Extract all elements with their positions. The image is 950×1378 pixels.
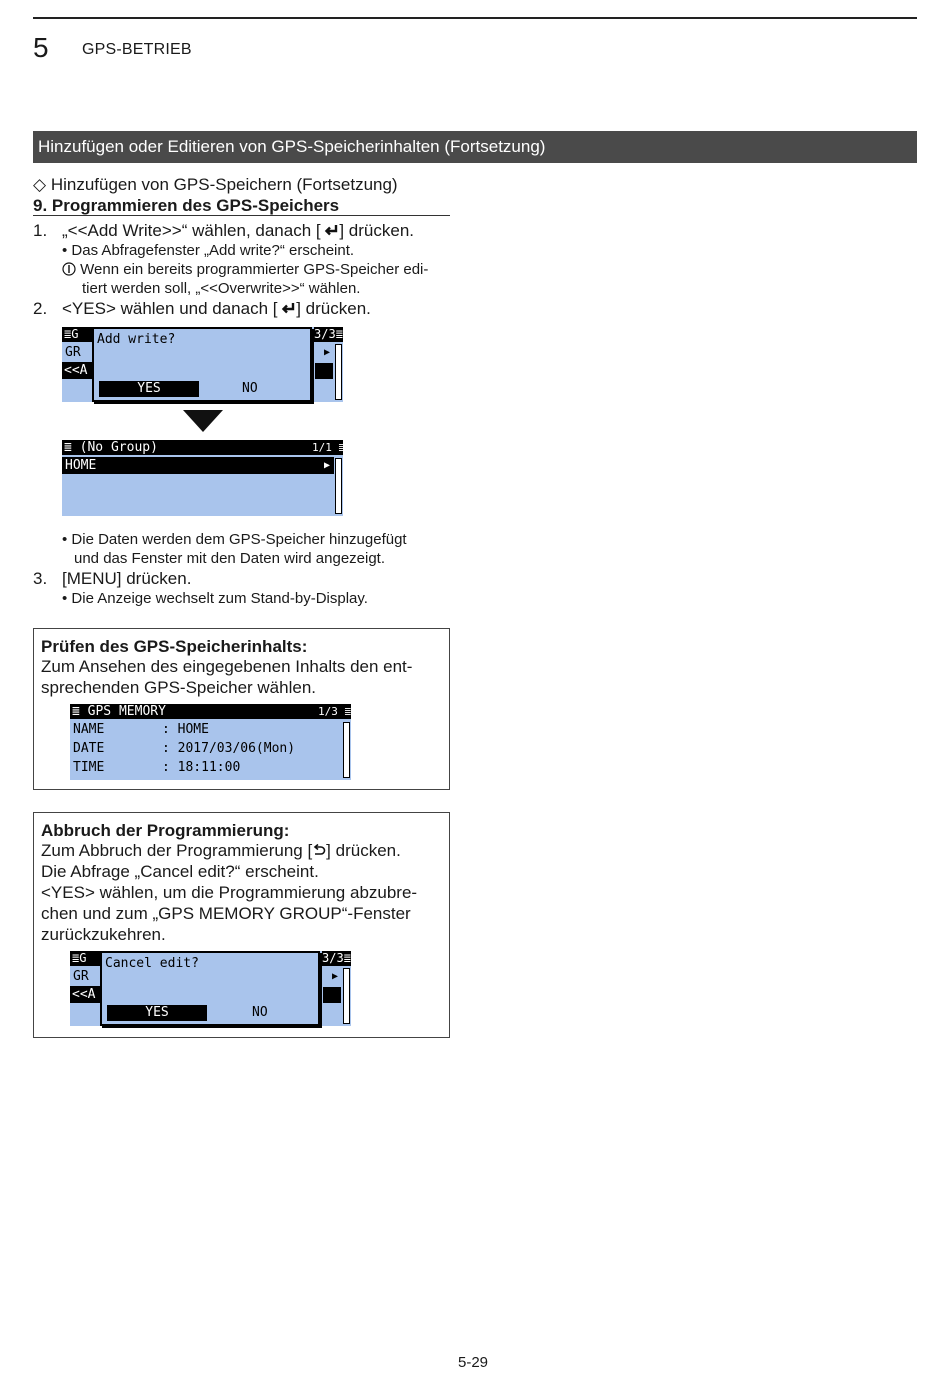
screen-counter: 3/3≣ [322,951,351,965]
info-box-cancel [33,812,450,1038]
row-value-time: : 18:11:00 [162,760,241,775]
row-label-date: DATE [73,741,105,756]
box-2-line-1a: Zum Abbruch der Programmierung [ [41,841,313,860]
dialog-title: Add write? [97,332,176,347]
info-icon [62,261,76,278]
box-1-title: Prüfen des GPS-Speicherinhalts: [41,637,308,656]
selection-block [323,987,341,1003]
dialog-cancel-edit [100,951,320,1026]
screen-row-home[interactable]: HOME [62,457,334,474]
row-value-name: : HOME [162,722,209,737]
right-arrow-icon: ▶ [324,347,331,358]
screen-no-group [62,440,346,516]
no-button[interactable]: NO [242,381,258,396]
step-1 [33,221,414,241]
screen-row-add: <<A [62,362,94,379]
screen-row-add: <<A [70,986,102,1003]
scrollbar [343,968,350,1024]
row-label-time: TIME [73,760,105,775]
step-3-bullet: • Die Anzeige wechselt zum Stand-by-Display. [62,590,368,607]
step-3-number: 3. [33,569,48,588]
page-number: 5-29 [458,1354,489,1371]
screen-bar: ≣G [70,951,102,966]
step-2-number: 2. [33,299,48,318]
step-1-text-a: „<<Add Write>>“ wählen, danach [ [62,221,321,240]
step-2-text-b: ] drücken. [296,299,371,318]
diamond-icon: ◇ [33,175,47,194]
row-value-date: : 2017/03/06(Mon) [162,741,296,756]
box-1-line-1: Zum Ansehen des eingegebenen Inhalts den ent- [41,657,413,676]
step-3-text: [MENU] drücken. [62,569,192,588]
scrollbar [335,344,342,400]
top-rule [33,17,917,19]
selection-block [315,363,333,379]
screen-counter: 1/3 ≣ [318,705,352,718]
box-2-line-1 [41,841,401,861]
enter-key-icon [278,299,297,318]
down-arrow-icon [183,410,223,432]
right-arrow-icon: ▶ [332,971,339,982]
screen-cancel-edit [70,951,351,1026]
screen-counter: 3/3≣ [314,327,343,341]
enter-key-icon [321,221,340,240]
subsection-text: Hinzufügen von GPS-Speichern (Fortsetzung) [50,175,398,194]
box-2-line-4: chen und zum „GPS MEMORY GROUP“-Fenster [41,904,411,923]
box-2-line-1b: ] drücken. [326,841,401,860]
yes-button[interactable]: YES [99,381,199,397]
scrollbar [343,722,350,778]
step-3 [33,569,191,589]
procedure-heading: 9. Programmieren des GPS-Speichers [33,196,340,215]
step-1-note-b: tiert werden soll, „<<Overwrite>>“ wählen. [82,280,361,297]
step-1-text-b: ] drücken. [339,221,415,240]
step-1-number: 1. [33,221,48,240]
yes-button[interactable]: YES [107,1005,207,1021]
section-title-bar: Hinzufügen oder Editieren von GPS-Speicherinhalten (Fortsetzung) [33,131,917,163]
screen-bar: ≣ (No Group) [62,440,343,455]
dialog-title: Cancel edit? [105,956,199,971]
screen-bar: ≣G [62,327,94,342]
box-2-line-2: Die Abfrage „Cancel edit?“ erscheint. [41,862,319,881]
heading-rule [33,215,450,216]
after-bullet-a: • Die Daten werden dem GPS-Speicher hinzugefügt [62,531,407,548]
step-1-note-a: Wenn ein bereits programmierter GPS-Speicher edi- [80,261,429,278]
right-arrow-icon: ▶ [324,460,331,471]
box-2-title: Abbruch der Programmierung: [41,821,290,840]
screen-row-group: GR [65,345,81,360]
after-bullet-b: und das Fenster mit den Daten wird angezeigt. [74,550,386,567]
scrollbar [335,458,342,514]
screen-counter: 1/1 ≣ [312,441,346,454]
screen-row-group: GR [73,969,89,984]
box-1-line-2: sprechenden GPS-Speicher wählen. [41,678,316,697]
step-1-note [62,261,428,278]
screen-bar: ≣ GPS MEMORY [70,704,351,719]
step-2 [33,299,371,319]
dialog-add-write [92,327,312,402]
chapter-number: 5 [33,32,49,63]
row-label-name: NAME [73,722,105,737]
step-2-text-a: <YES> wählen und danach [ [62,299,278,318]
chapter-title: GPS-BETRIEB [82,41,192,58]
screen-gps-memory [70,704,351,780]
screen-add-write [62,327,343,402]
info-box-check [33,628,450,790]
box-2-line-5: zurückzukehren. [41,925,166,944]
step-1-bullet: • Das Abfragefenster „Add write?“ erscheint. [62,242,355,259]
no-button[interactable]: NO [252,1005,268,1020]
back-key-icon [312,841,326,860]
box-2-line-3: <YES> wählen, um die Programmierung abzubre- [41,883,418,902]
subsection-title [33,175,398,195]
